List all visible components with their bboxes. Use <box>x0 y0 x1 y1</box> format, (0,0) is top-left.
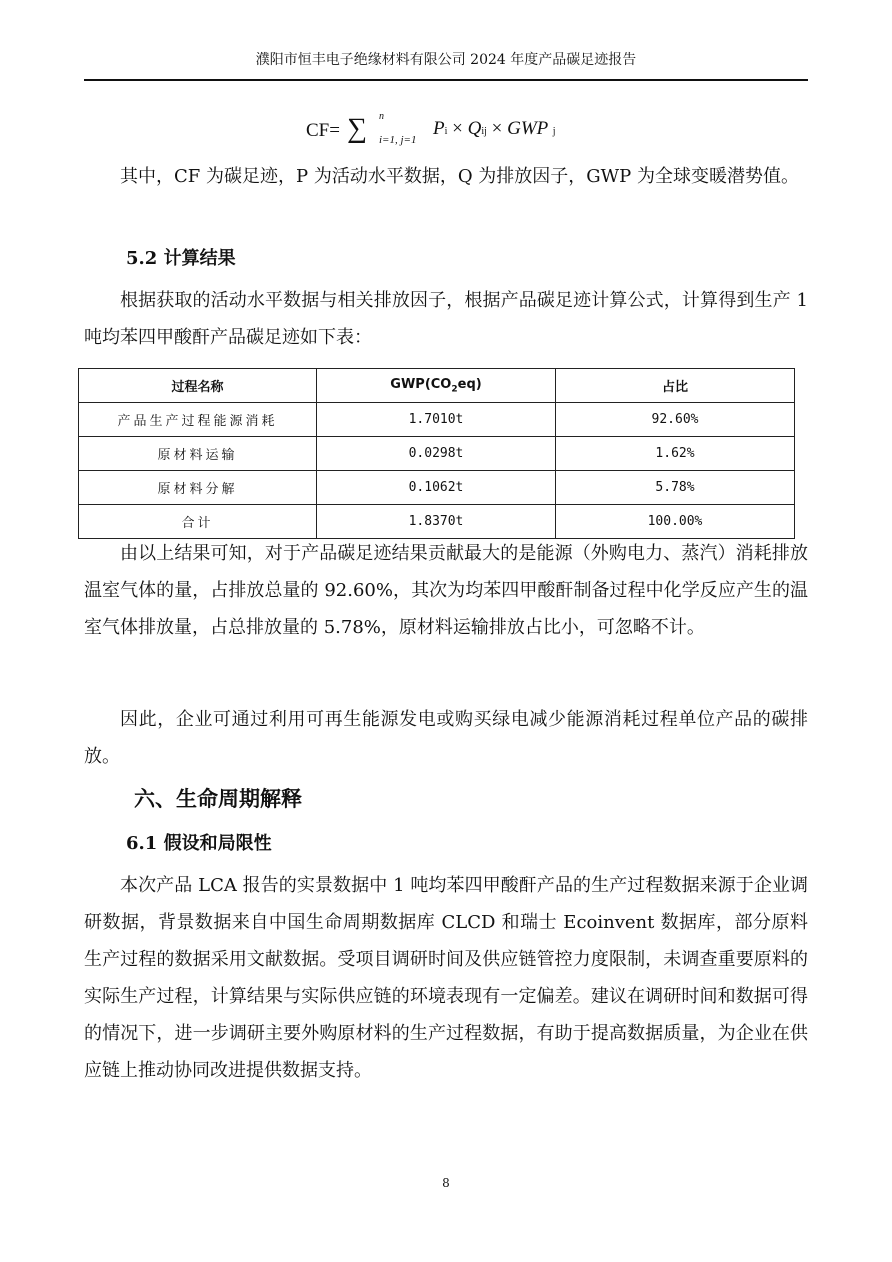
section-6-heading: 六、生命周期解释 <box>134 786 302 811</box>
cell-gwp: 1.8370t <box>317 505 556 539</box>
col-header-process: 过程名称 <box>79 369 317 403</box>
header-rule <box>84 79 808 81</box>
sigma-symbol: ∑ <box>347 113 367 144</box>
result-analysis-paragraph: 由以上结果可知，对于产品碳足迹结果贡献最大的是能源（外购电力、蒸汽）消耗排放温室气体的量，占排放总量的 92.60%，其次为均苯四甲酸酐制备过程中化学反应产生的温室气体排放量，占总排放量的 5.78%，原材料运输排放占比小，可忽略不计。 <box>84 543 808 638</box>
cell-process: 产品生产过程能源消耗 <box>79 403 317 437</box>
cell-share: 92.60% <box>556 403 795 437</box>
cell-gwp: 1.7010t <box>317 403 556 437</box>
formula-times-1: × <box>447 118 468 139</box>
carbon-footprint-table <box>78 368 795 539</box>
cell-share: 100.00% <box>556 505 795 539</box>
table-header-row <box>79 369 795 403</box>
section-5-2-heading: 5.2 计算结果 <box>126 248 236 269</box>
cell-process: 原材料运输 <box>79 437 317 471</box>
page-number: 8 <box>442 1176 450 1190</box>
formula-note-paragraph: 其中，CF 为碳足迹，P 为活动水平数据，Q 为排放因子，GWP 为全球变暖潜势值。 <box>120 166 800 187</box>
col-header-share: 占比 <box>556 369 795 403</box>
section-6-1-heading: 6.1 假设和局限性 <box>126 833 272 854</box>
formula-times-2: × <box>486 118 508 139</box>
formula-upper-limit: n <box>379 111 384 122</box>
formula-q-sub: ij <box>481 126 487 137</box>
gwp-header-sub: 2 <box>451 384 458 395</box>
cell-gwp: 0.1062t <box>317 471 556 505</box>
formula-gwp-sub: j <box>552 126 556 137</box>
formula-p-sub: i <box>444 126 448 137</box>
formula-gwp: GWP <box>507 118 548 139</box>
cell-process: 合计 <box>79 505 317 539</box>
gwp-header-main: GWP(CO <box>390 376 452 392</box>
formula-lower-limit: i=1, j=1 <box>379 134 417 146</box>
table-row <box>79 471 795 505</box>
gwp-header-tail: eq) <box>457 376 482 392</box>
cell-share: 5.78% <box>556 471 795 505</box>
formula-p: P <box>433 118 445 139</box>
formula-q: Q <box>467 118 482 139</box>
table-row-total <box>79 505 795 539</box>
cell-gwp: 0.0298t <box>317 437 556 471</box>
formula-terms <box>433 118 555 140</box>
calc-intro-paragraph: 根据获取的活动水平数据与相关排放因子，根据产品碳足迹计算公式，计算得到生产 1 吨均苯四甲酸酐产品碳足迹如下表： <box>84 290 808 348</box>
page-header: 濮阳市恒丰电子绝缘材料有限公司 2024 年度产品碳足迹报告 <box>255 52 637 68</box>
table-row <box>79 437 795 471</box>
cell-process: 原材料分解 <box>79 471 317 505</box>
cell-share: 1.62% <box>556 437 795 471</box>
formula-lhs: CF= <box>306 120 340 141</box>
assumptions-paragraph: 本次产品 LCA 报告的实景数据中 1 吨均苯四甲酸酐产品的生产过程数据来源于企业调研数据，背景数据来自中国生命周期数据库 CLCD 和瑞士 Ecoinvent 数据库，部分原料生产过程的数据采用文献数据。受项目调研时间及供应链管控力度限制，未调查重要原料的实际生产过程，计算结果与实际供应链的环境表现有一定偏差。建议在调研时间和数据可得的情况下，进一步调研主要外购原材料的生产过程数据，有助于提高数据质量，为企业在供应链上推动协同改进提供数据支持。 <box>84 875 808 1081</box>
suggestion-paragraph: 因此，企业可通过利用可再生能源发电或购买绿电减少能源消耗过程单位产品的碳排放。 <box>84 709 808 767</box>
table-row <box>79 403 795 437</box>
col-header-gwp <box>317 369 556 403</box>
